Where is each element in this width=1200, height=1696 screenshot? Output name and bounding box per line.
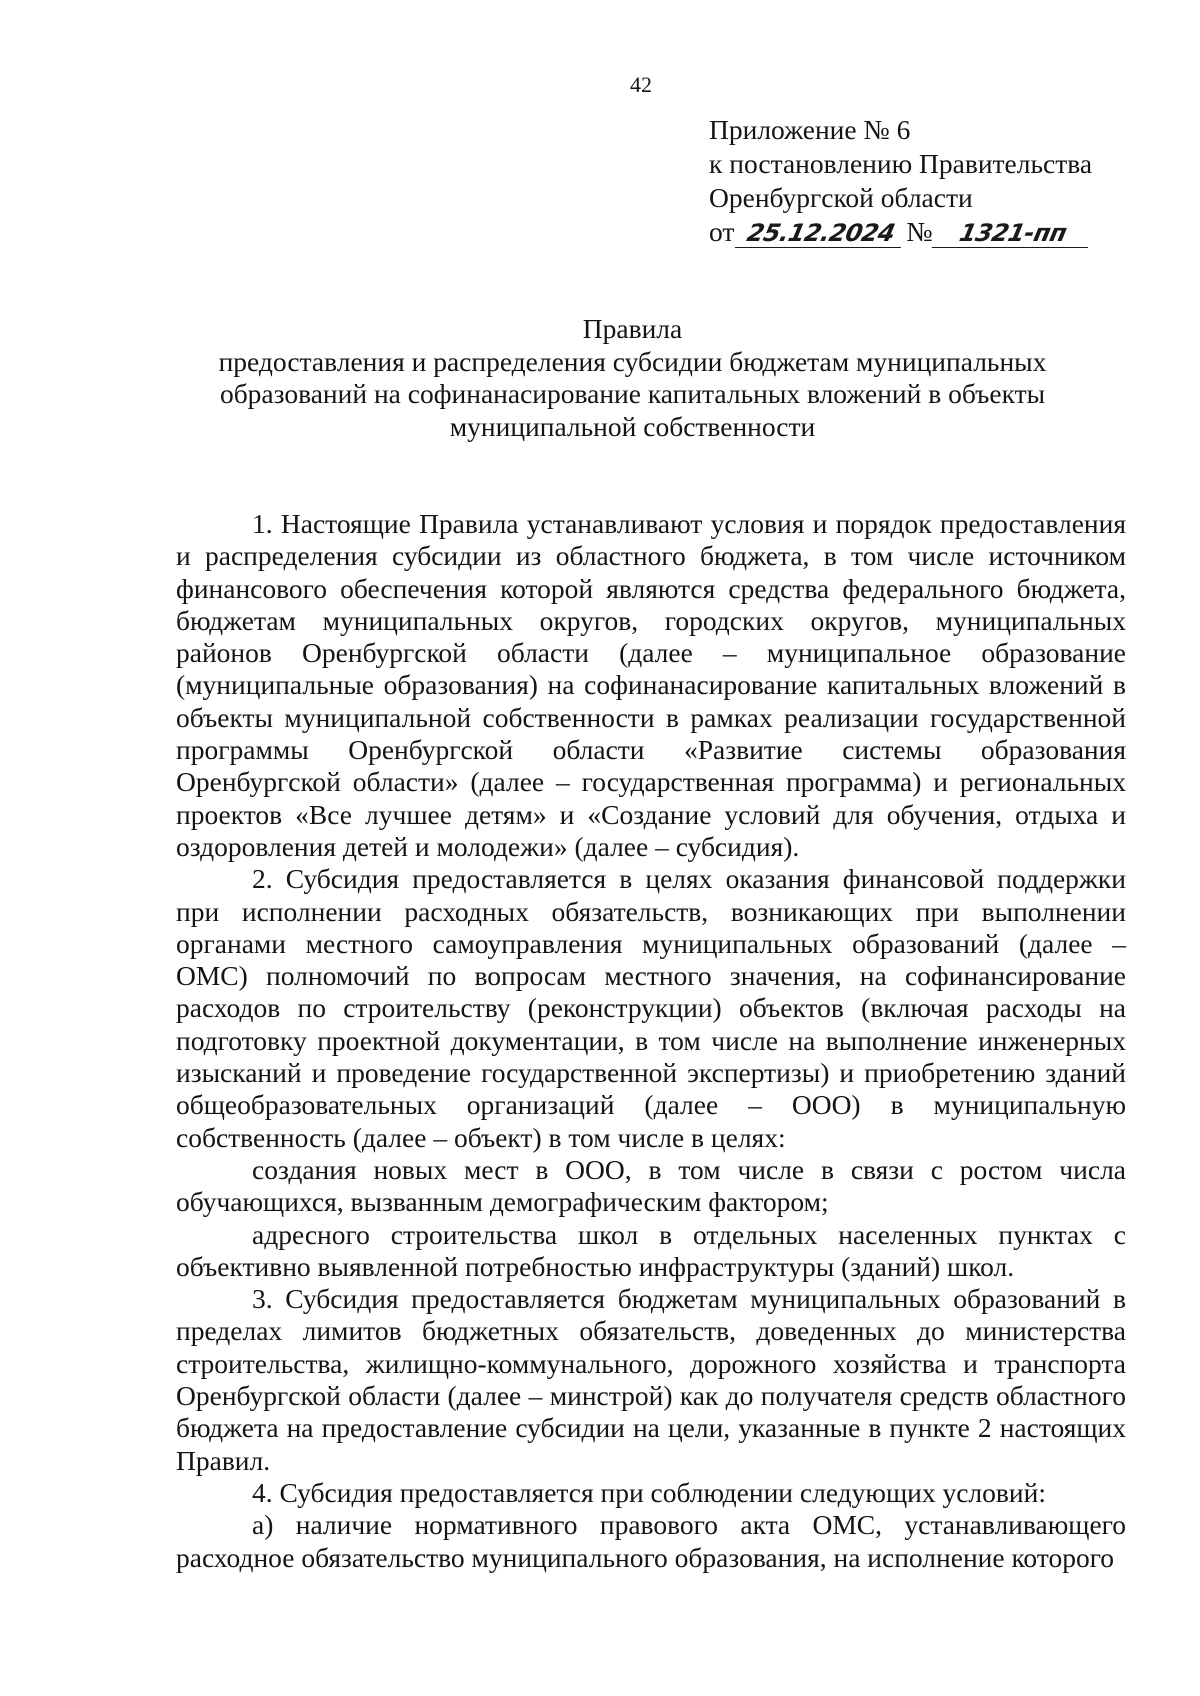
paragraph-3: 3. Субсидия предоставляется бюджетам муниципальных образований в пределах лимитов бюджетных обязательств, доведенных до министерства строительства, жилищно-коммунального, дорожного хозяйства и транспорта Оренбургской области (далее – минстрой) как до получателя средств областного бюджета на предоставление субсидии на цели, указанные в пункте 2 настоящих Правил. xyxy=(176,1283,1126,1476)
paragraph-2-item-2: адресного строительства школ в отдельных населенных пунктах с объективно выявленной потребностью инфраструктуры (зданий) школ. xyxy=(176,1218,1126,1282)
title-line-1: предоставления и распределения субсидии бюджетам муниципальных xyxy=(218,345,1047,377)
document-body xyxy=(176,508,1126,1574)
appendix-line-3: Оренбургской области xyxy=(709,182,973,213)
paragraph-2-item-1: создания новых мест в ООО, в том числе в связи с ростом числа обучающихся, вызванным демографическим фактором; xyxy=(176,1153,1126,1218)
paragraph-1: 1. Настоящие Правила устанавливают условия и порядок предоставления и распределения субсидии из областного бюджета, в том числе источником финансового обеспечения которой являются средства федерального бюджета, бюджетам муниципальных округов, городских округов, муниципальных районов Оренбургской области (далее – муниципальное образование (муниципальные образования) на софинанасирование капитальных вложений в объекты муниципальной собственности в рамках реализации государственной программы Оренбургской области «Развитие системы образования Оренбургской области» (далее – государственная программа) и региональных проектов «Все лучшее детям» и «Создание условий для обучения, отдыха и оздоровления детей и молодежи» (далее – субсидия). xyxy=(176,508,1126,862)
date-prefix: от xyxy=(709,216,735,247)
title-heading: Правила xyxy=(582,313,683,344)
paragraph-4: 4. Субсидия предоставляется при соблюдении следующих условий: xyxy=(252,1476,1046,1508)
title-line-2: образований на софинанасирование капитальных вложений в объекты xyxy=(219,378,1046,409)
paragraph-2: 2. Субсидия предоставляется в целях оказания финансовой поддержки при исполнении расходных обязательств, возникающих при выполнении органами местного самоуправления муниципальных образований (далее – ОМС) полномочий по вопросам местного значения, на софинансирование расходов по строительству (реконструкции) объектов (включая расходы на подготовку проектной документации, в том числе на выполнение инженерных изысканий и проведение государственной экспертизы) и приобретению зданий общеобразовательных организаций (далее – ООО) в муниципальную собственность (далее – объект) в том числе в целях: xyxy=(176,863,1126,1153)
appendix-date-line xyxy=(709,215,1129,250)
appendix-line-2: к постановлению Правительства xyxy=(709,148,1093,179)
title-line-3: муниципальной собственности xyxy=(449,410,816,442)
document-title xyxy=(140,313,1125,443)
handwritten-number: 1321-пп xyxy=(935,216,1090,250)
page-number: 42 xyxy=(630,72,652,97)
number-sign: № xyxy=(906,216,933,247)
handwritten-date: 25.12.2024 xyxy=(739,216,904,250)
appendix-block xyxy=(709,113,1129,250)
paragraph-4-item-a: а) наличие нормативного правового акта ОМС, устанавливающего расходное обязательство муниципального образования, на исполнение которого xyxy=(176,1509,1126,1573)
appendix-line-1: Приложение № 6 xyxy=(709,114,911,145)
